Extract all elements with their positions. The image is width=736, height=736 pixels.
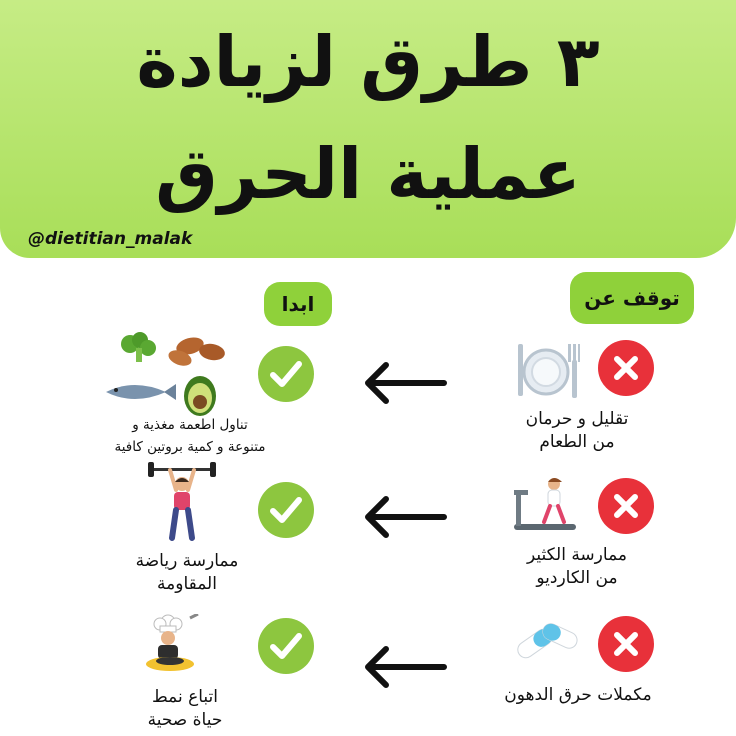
stop-x-icon	[598, 478, 654, 534]
pills-icon	[512, 614, 582, 670]
stop-x-icon	[598, 616, 654, 672]
arrow-left-icon	[360, 360, 448, 410]
start-label-1: تناول اطعمة مغذية و متنوعة و كمية بروتين كافية	[114, 417, 266, 455]
start-column-label: ابدا	[264, 282, 332, 326]
arrow-left-icon	[360, 494, 448, 544]
stop-column-label: توقف عن	[570, 272, 694, 324]
treadmill-runner-icon	[510, 474, 580, 540]
start-label-2: ممارسة رياضة المقاومة	[135, 551, 239, 594]
arrow-left-icon	[360, 644, 448, 694]
healthy-food-icon	[104, 330, 234, 420]
title-line-2: عملية الحرق	[155, 133, 581, 215]
page-title	[0, 6, 736, 230]
chef-cooking-icon	[140, 614, 204, 678]
stop-label-2: ممارسة الكثير من الكارديو	[526, 545, 628, 588]
author-handle: @dietitian_malak	[28, 229, 193, 249]
plate-fork-knife-icon	[516, 340, 580, 404]
start-check-icon	[258, 482, 314, 538]
start-label-3: اتباع نمط حياة صحية	[147, 687, 223, 730]
title-line-1: ٣ طرق لزيادة	[136, 21, 600, 103]
stop-x-icon	[598, 340, 654, 396]
stop-label-3: مكملات حرق الدهون	[504, 685, 652, 705]
stop-label-1: تقليل و حرمان من الطعام	[525, 409, 629, 452]
weightlifter-icon	[146, 462, 218, 546]
start-check-icon	[258, 346, 314, 402]
start-check-icon	[258, 618, 314, 674]
